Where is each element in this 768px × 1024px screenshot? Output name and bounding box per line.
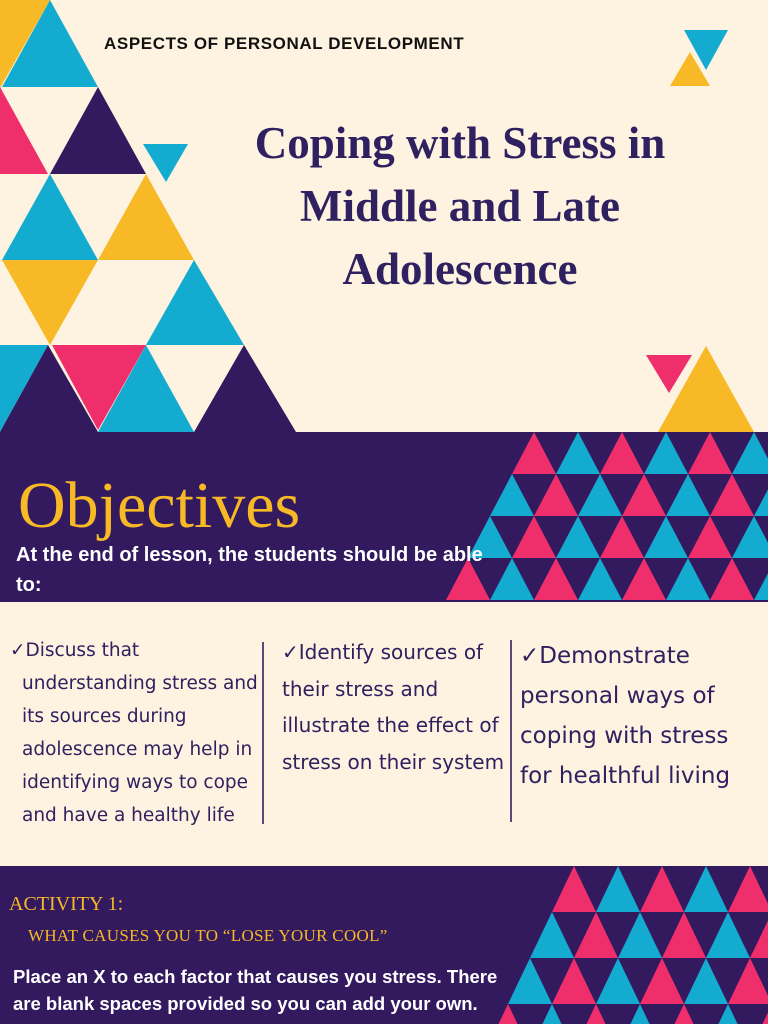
title-line: Adolescence	[342, 244, 578, 294]
pattern-triangle	[618, 912, 662, 958]
objective-text: Identify sources of their stress and illustrate the effect of stress on their system	[282, 640, 505, 774]
pattern-triangle	[732, 432, 768, 474]
objective-item-2	[282, 634, 507, 780]
pattern-triangle	[534, 474, 578, 516]
subtitle: ASPECTS OF PERSONAL DEVELOPMENT	[104, 34, 465, 53]
pattern-triangle	[552, 866, 596, 912]
pattern-triangle	[666, 558, 710, 600]
objective-item-3	[520, 636, 760, 796]
title-line: Coping with Stress in	[254, 118, 666, 168]
objective-text: Demonstrate personal ways of coping with stress for healthful living	[520, 643, 731, 789]
pattern-triangle	[490, 558, 534, 600]
pattern-triangle	[600, 432, 644, 474]
column-divider	[510, 640, 512, 822]
pattern-triangle	[688, 432, 732, 474]
pattern-triangle	[750, 912, 768, 958]
pattern-triangle	[710, 474, 754, 516]
pattern-triangle	[508, 958, 552, 1004]
pattern-triangle	[512, 516, 556, 558]
pattern-triangle	[710, 558, 754, 600]
pattern-triangle	[688, 516, 732, 558]
pattern-triangle	[640, 958, 684, 1004]
check-icon: ✓	[520, 643, 540, 669]
pattern-triangle	[512, 432, 556, 474]
pattern-triangle	[754, 558, 768, 600]
pattern-triangle	[732, 516, 768, 558]
pattern-triangle	[552, 958, 596, 1004]
check-icon: ✓	[282, 640, 299, 664]
pattern-triangle	[706, 912, 750, 958]
objective-text: Discuss that understanding stress and its sources during adolescence may help in identifying ways to cope and have a healthy life	[22, 640, 258, 826]
pattern-triangle	[666, 474, 710, 516]
pattern-triangle	[644, 516, 688, 558]
pattern-triangle	[750, 1004, 768, 1024]
pattern-triangle	[596, 958, 640, 1004]
pattern-triangle	[728, 958, 768, 1004]
pattern-triangle	[684, 958, 728, 1004]
objectives-heading: Objectives	[18, 469, 301, 542]
pattern-triangle	[640, 866, 684, 912]
pattern-triangle	[600, 516, 644, 558]
pattern-triangle	[574, 912, 618, 958]
pattern-triangle	[556, 516, 600, 558]
title-line: Middle and Late	[299, 181, 621, 231]
pattern-triangle	[728, 866, 768, 912]
pattern-triangle	[578, 474, 622, 516]
pattern-triangle	[556, 432, 600, 474]
pattern-triangle	[662, 1004, 706, 1024]
activity-title: ACTIVITY 1:	[9, 893, 124, 915]
pattern-triangle	[622, 474, 666, 516]
pattern-triangle	[754, 474, 768, 516]
column-divider	[262, 642, 264, 824]
pattern-triangle	[578, 558, 622, 600]
activity-subtitle: WHAT CAUSES YOU TO “LOSE YOUR COOL”	[28, 926, 388, 945]
pattern-triangle	[644, 432, 688, 474]
pattern-triangle	[706, 1004, 750, 1024]
pattern-triangle	[574, 1004, 618, 1024]
check-icon: ✓	[10, 640, 26, 661]
pattern-triangle	[662, 912, 706, 958]
pattern-triangle	[622, 558, 666, 600]
pattern-triangle	[530, 1004, 574, 1024]
pattern-triangle	[684, 866, 728, 912]
activity-instructions: Place an X to each factor that causes you stress. There are blank spaces provided so you can add your own.	[13, 966, 498, 1014]
pattern-triangle	[596, 866, 640, 912]
pattern-triangle	[530, 912, 574, 958]
pattern-triangle	[618, 1004, 662, 1024]
objectives-intro: At the end of lesson, the students should be able to:	[16, 544, 483, 596]
pattern-triangle	[490, 474, 534, 516]
page-title	[205, 112, 715, 301]
pattern-triangle	[534, 558, 578, 600]
objective-item-1	[10, 634, 260, 832]
